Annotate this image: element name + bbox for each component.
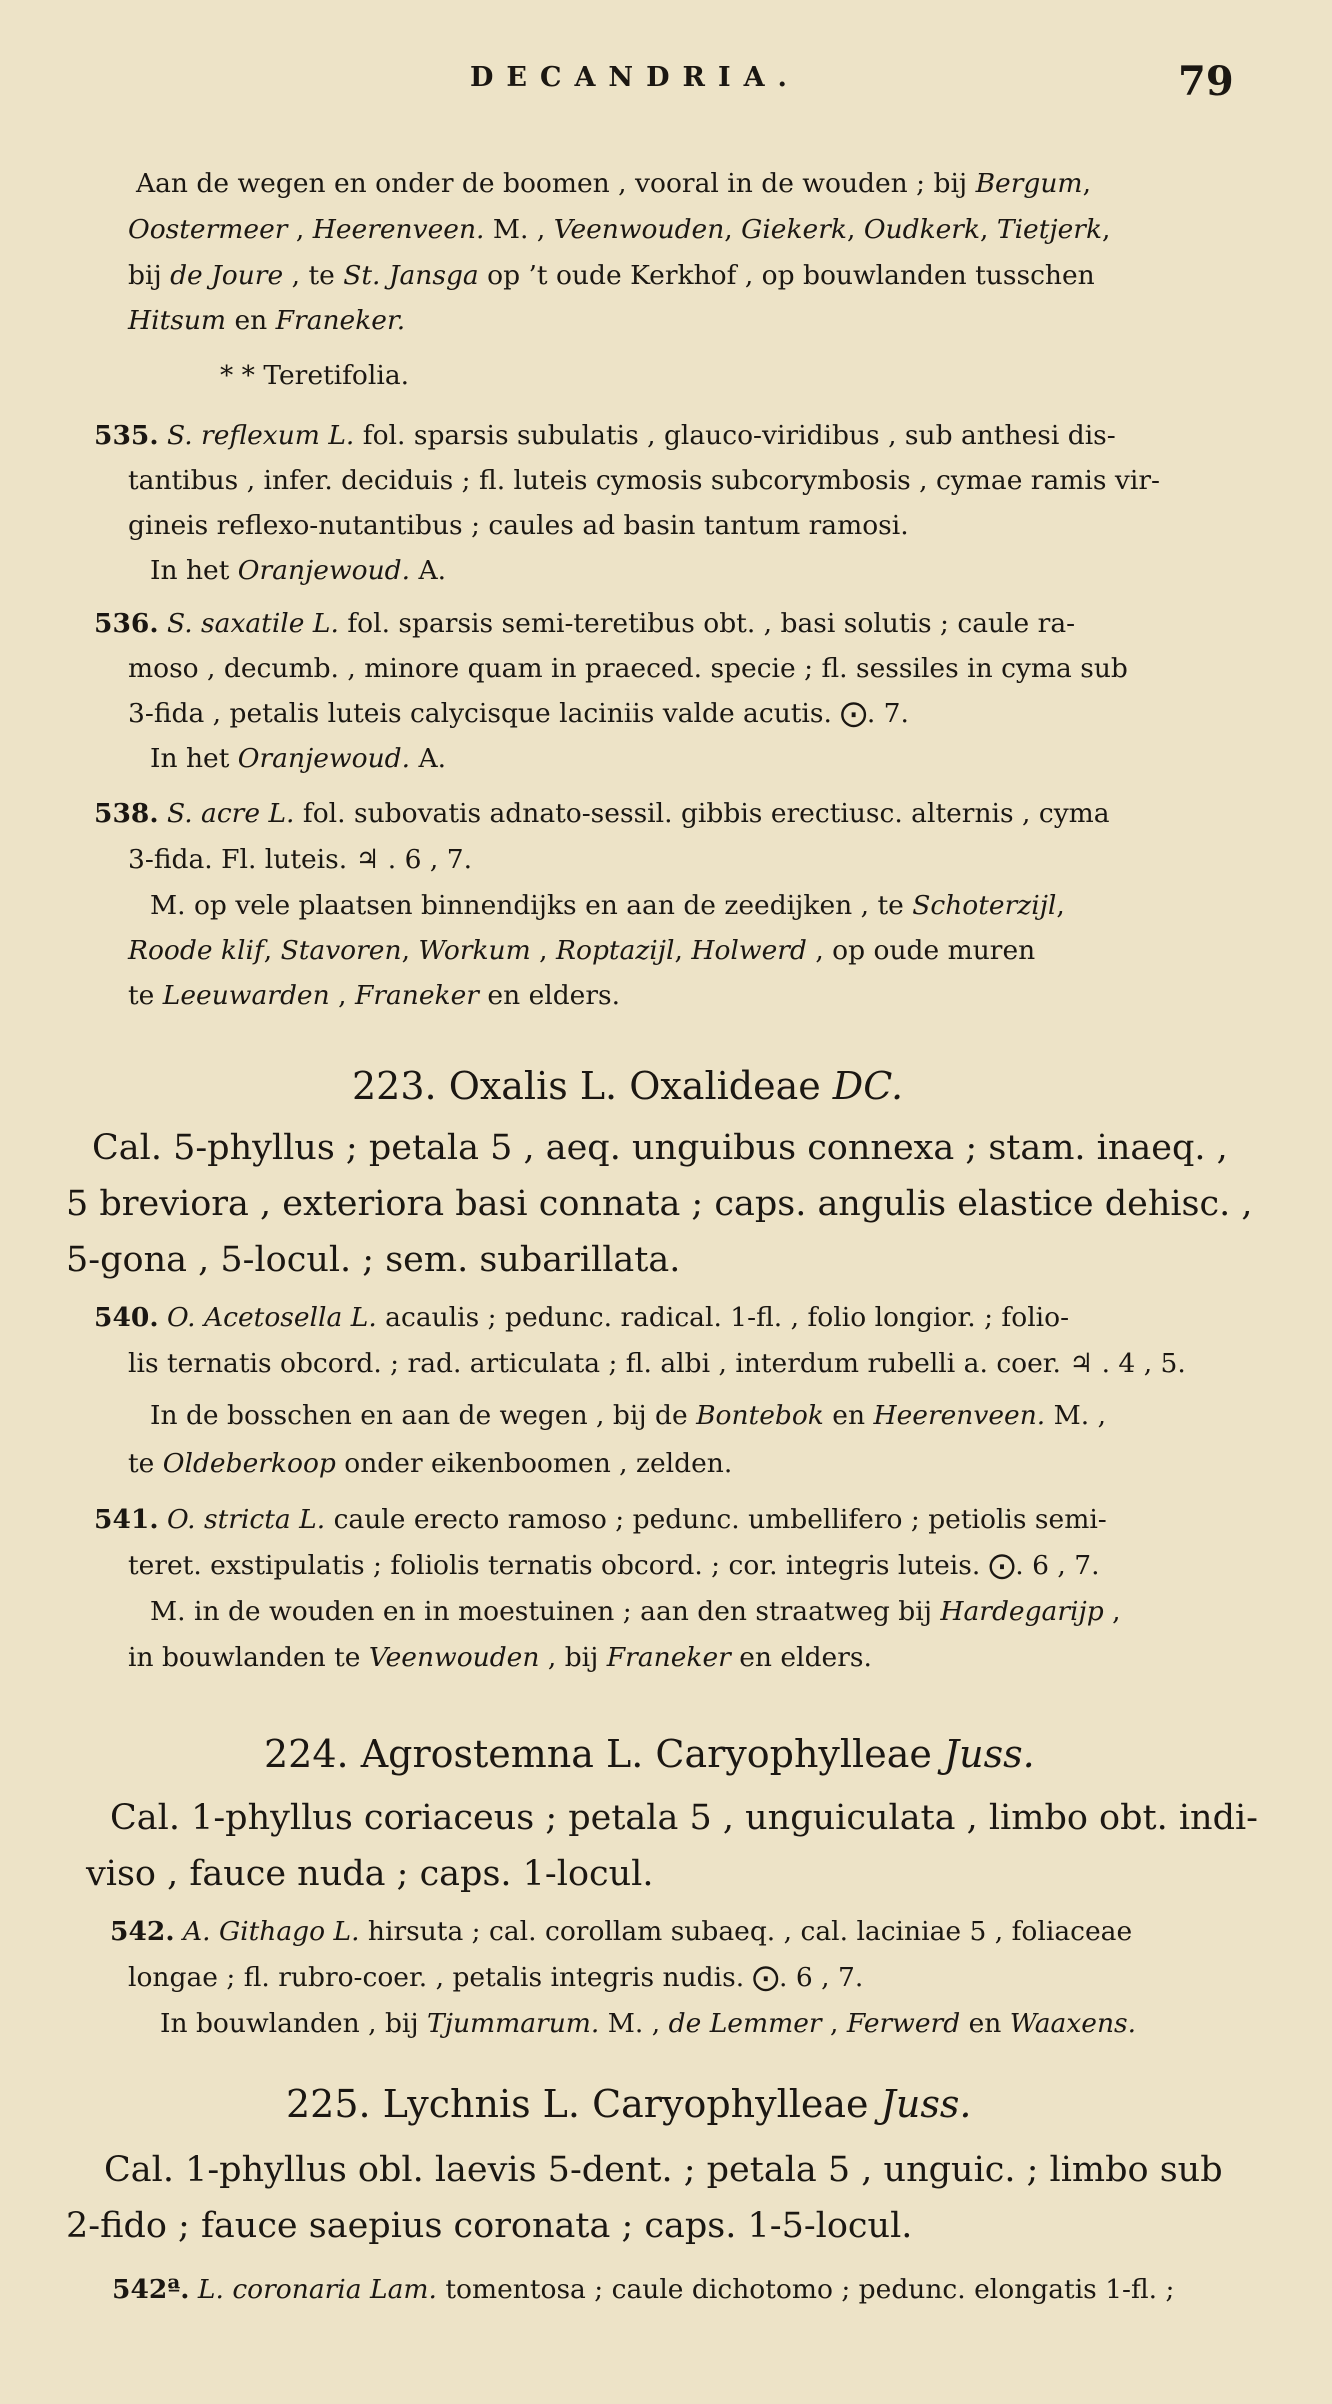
italic-text: Oldeberkoop: [162, 1448, 336, 1479]
italic-text: de Lemmer: [668, 2008, 822, 2039]
italic-text: Franeker.: [275, 305, 406, 336]
genus-heading-lychnis: 225. Lychnis L. Caryophylleae Juss.: [286, 2082, 972, 2126]
italic-text: Franeker: [354, 980, 479, 1011]
species-entry-538: 538. S. acre L. fol. subovatis adnato-sessil. gibbis erectiusc. alternis , cyma: [94, 798, 1110, 829]
entry-number: 542ª.: [112, 2274, 190, 2305]
italic-text: Oranjewoud.: [237, 743, 411, 774]
species-entry-542a: 542ª. L. coronaria Lam. tomentosa ; caule dichotomo ; pedunc. elongatis 1-fl. ;: [112, 2274, 1175, 2305]
italic-text: S. saxatile L.: [166, 608, 339, 639]
italic-text: Oudkerk: [863, 214, 981, 245]
italic-text: Oranjewoud.: [237, 555, 411, 586]
italic-text: Giekerk: [741, 214, 847, 245]
italic-text: Tjummarum.: [427, 2008, 600, 2039]
text-line: Oostermeer , Heerenveen. M. , Veenwouden, Giekerk, Oudkerk, Tietjerk,: [128, 214, 1111, 245]
italic-text: Tietjerk: [996, 214, 1103, 245]
species-entry-541: 541. O. stricta L. caule erecto ramoso ; pedunc. umbellifero ; petiolis semi-: [94, 1504, 1107, 1535]
genus-description: Cal. 1-phyllus obl. laevis 5-dent. ; petala 5 , unguic. ; limbo sub: [104, 2150, 1223, 2190]
entry-number: 542.: [110, 1916, 175, 1947]
italic-text: Heerenveen.: [312, 214, 485, 245]
italic-text: Workum: [418, 935, 531, 966]
entry-number: 535.: [94, 420, 159, 451]
italic-text: Bontebok: [696, 1400, 824, 1431]
text-line: longae ; fl. rubro-coer. , petalis integris nudis. ⨀. 6 , 7.: [128, 1962, 864, 1993]
entry-number: 541.: [94, 1504, 159, 1535]
italic-text: Roode klif: [128, 935, 264, 966]
italic-text: de Joure: [170, 260, 284, 291]
italic-text: L. coronaria Lam.: [197, 2274, 437, 2305]
italic-text: A. Githago L.: [182, 1916, 360, 1947]
italic-text: Veenwouden: [368, 1642, 540, 1673]
genus-description: viso , fauce nuda ; caps. 1-locul.: [86, 1854, 654, 1894]
italic-text: S. acre L.: [166, 798, 295, 829]
text-line: 3-fida , petalis luteis calycisque laciniis valde acutis. ⨀. 7.: [128, 698, 909, 729]
locality-line: In bouwlanden , bij Tjummarum. M. , de Lemmer , Ferwerd en Waaxens.: [160, 2008, 1137, 2039]
italic-text: Juss.: [943, 1732, 1035, 1776]
genus-heading-oxalis: 223. Oxalis L. Oxalideae DC.: [352, 1064, 904, 1108]
italic-text: DC.: [832, 1064, 904, 1108]
genus-description: Cal. 5-phyllus ; petala 5 , aeq. unguibus connexa ; stam. inaeq. ,: [92, 1128, 1228, 1168]
text-line: Hitsum en Franeker.: [128, 305, 406, 336]
italic-text: Heerenveen.: [873, 1400, 1046, 1431]
italic-text: Leeuwarden: [162, 980, 330, 1011]
italic-text: Hardegarijp: [940, 1596, 1104, 1627]
italic-text: Holwerd: [691, 935, 807, 966]
species-entry-542: 542. A. Githago L. hirsuta ; cal. corollam subaeq. , cal. laciniae 5 , foliaceae: [110, 1916, 1133, 1947]
running-header: DECANDRIA.: [470, 62, 800, 93]
text-line: Aan de wegen en onder de boomen , vooral in de wouden ; bij Bergum,: [136, 168, 1091, 199]
genus-description: 5 breviora , exteriora basi connata ; caps. angulis elastice dehisc. ,: [66, 1184, 1253, 1224]
entry-number: 538.: [94, 798, 159, 829]
species-entry-536: 536. S. saxatile L. fol. sparsis semi-teretibus obt. , basi solutis ; caule ra-: [94, 608, 1076, 639]
text-line: teret. exstipulatis ; foliolis ternatis obcord. ; cor. integris luteis. ⨀. 6 , 7.: [128, 1550, 1100, 1581]
entry-number: 540.: [94, 1302, 159, 1333]
italic-text: Veenwouden: [553, 214, 725, 245]
text-line: 3-fida. Fl. luteis. ♃ . 6 , 7.: [128, 844, 473, 875]
entry-number: 536.: [94, 608, 159, 639]
locality-line: M. in de wouden en in moestuinen ; aan den straatweg bij Hardegarijp ,: [150, 1596, 1121, 1627]
italic-text: Schoterzijl: [912, 890, 1057, 921]
italic-text: Stavoren: [280, 935, 402, 966]
italic-text: Franeker: [606, 1642, 731, 1673]
text-line: Roode klif, Stavoren, Workum , Roptazijl, Holwerd , op oude muren: [128, 935, 1036, 966]
locality-line: In de bosschen en aan de wegen , bij de Bontebok en Heerenveen. M. ,: [150, 1400, 1107, 1431]
locality-line: M. op vele plaatsen binnendijks en aan de zeedijken , te Schoterzijl,: [150, 890, 1065, 921]
italic-text: Bergum: [975, 168, 1083, 199]
text-line: te Leeuwarden , Franeker en elders.: [128, 980, 621, 1011]
page-number: 79: [1178, 58, 1234, 105]
species-entry-540: 540. O. Acetosella L. acaulis ; pedunc. radical. 1-fl. , folio longior. ; folio-: [94, 1302, 1070, 1333]
text-line: gineis reflexo-nutantibus ; caules ad basin tantum ramosi.: [128, 510, 909, 541]
genus-description: 5-gona , 5-locul. ; sem. subarillata.: [66, 1240, 681, 1280]
locality-line: In het Oranjewoud. A.: [150, 555, 447, 586]
italic-text: Oostermeer: [128, 214, 288, 245]
genus-description: Cal. 1-phyllus coriaceus ; petala 5 , unguiculata , limbo obt. indi-: [110, 1798, 1258, 1838]
italic-text: Ferwerd: [846, 2008, 961, 2039]
italic-text: O. stricta L.: [166, 1504, 326, 1535]
italic-text: O. Acetosella L.: [166, 1302, 377, 1333]
species-entry-535: 535. S. reflexum L. fol. sparsis subulatis , glauco-viridibus , sub anthesi dis-: [94, 420, 1116, 451]
italic-text: S. reflexum L.: [166, 420, 355, 451]
italic-text: Waaxens.: [1009, 2008, 1137, 2039]
text-line: tantibus , infer. deciduis ; fl. luteis cymosis subcorymbosis , cymae ramis vir-: [128, 465, 1160, 496]
italic-text: Hitsum: [128, 305, 227, 336]
text-line: te Oldeberkoop onder eikenboomen , zelden.: [128, 1448, 733, 1479]
genus-description: 2-fido ; fauce saepius coronata ; caps. 1-5-locul.: [66, 2206, 913, 2246]
subsection-heading: * * Teretifolia.: [220, 360, 410, 391]
text-line: moso , decumb. , minore quam in praeced. specie ; fl. sessiles in cyma sub: [128, 653, 1128, 684]
locality-line: In het Oranjewoud. A.: [150, 743, 447, 774]
italic-text: Juss.: [880, 2082, 972, 2126]
text-line: in bouwlanden te Veenwouden , bij Franeker en elders.: [128, 1642, 872, 1673]
italic-text: St. Jansga: [343, 260, 479, 291]
text-line: bij de Joure , te St. Jansga op ’t oude Kerkhof , op bouwlanden tusschen: [128, 260, 1095, 291]
genus-heading-agrostemna: 224. Agrostemna L. Caryophylleae Juss.: [264, 1732, 1035, 1776]
italic-text: Roptazijl: [556, 935, 675, 966]
text-line: lis ternatis obcord. ; rad. articulata ; fl. albi , interdum rubelli a. coer. ♃ . 4 , 5.: [128, 1348, 1186, 1379]
